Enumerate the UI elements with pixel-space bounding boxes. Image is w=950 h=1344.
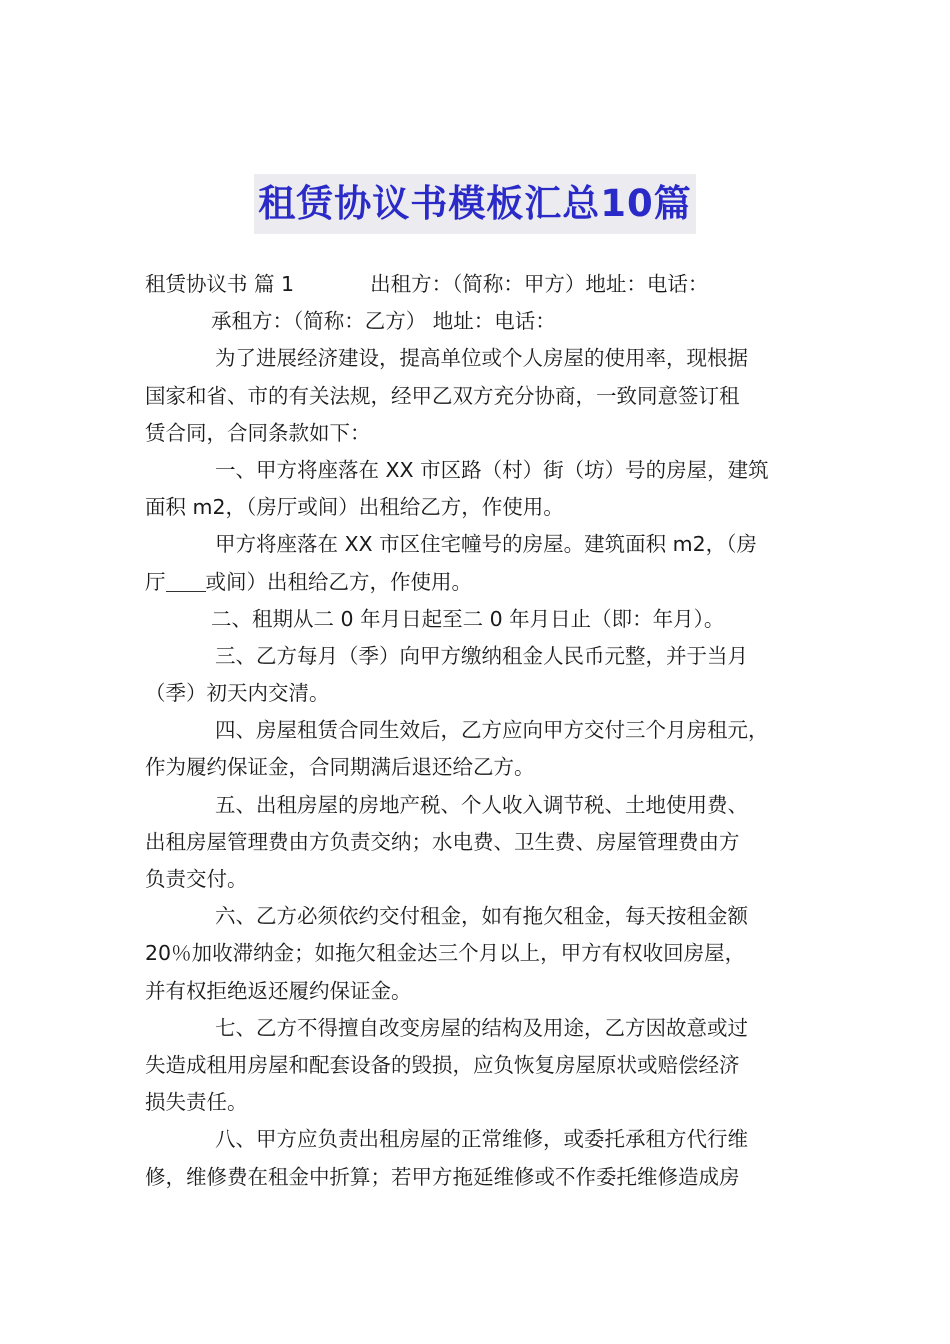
paragraph-line: （季）初天内交清。 — [145, 681, 330, 706]
header-line — [145, 266, 817, 303]
line-prefix: 厅 — [145, 569, 166, 594]
paragraph-line: 20％加收滞纳金；如拖欠租金达三个月以上，甲方有权收回房屋， — [145, 941, 746, 966]
paragraph-line: 负责交付。 — [145, 867, 248, 891]
line-rest: 或间）出租给乙方，作使用。 — [205, 569, 472, 594]
document-body — [145, 266, 817, 1196]
paragraph-line: 损失责任。 — [145, 1090, 248, 1115]
paragraph-line — [145, 564, 817, 601]
paragraph-line: 五、出租房屋的房地产税、个人收入调节税、土地使用费、 — [215, 792, 748, 817]
paragraph-line: 并有权拒绝返还履约保证金。 — [145, 978, 412, 1003]
document-title — [0, 174, 950, 239]
paragraph-line: 失造成租用房屋和配套设备的毁损，应负恢复房屋原状或赔偿经济 — [145, 1052, 740, 1077]
paragraph-line: 面积 m2，（房厅或间）出租给乙方，作使用。 — [145, 495, 564, 520]
paragraph-line: 承租方：（简称：乙方） 地址：电话： — [211, 309, 556, 334]
paragraph-line: 八、甲方应负责出租房屋的正常维修，或委托承租方代行维 — [215, 1127, 748, 1152]
paragraph-line: 二、租期从二 0 年月日起至二 0 年月日止（即：年月）。 — [211, 606, 725, 631]
paragraph-line: 为了进展经济建设，提高单位或个人房屋的使用率，现根据 — [215, 346, 748, 371]
paragraph-line: 赁合同，合同条款如下： — [145, 420, 371, 445]
paragraph-line: 修，维修费在租金中折算；若甲方拖延维修或不作委托维修造成房 — [145, 1164, 740, 1189]
title-text: 租赁协议书模板汇总10篇 — [254, 174, 696, 234]
paragraph-line: 出租房屋管理费由方负责交纳；水电费、卫生费、房屋管理费由方 — [145, 829, 740, 854]
paragraph-line: 一、甲方将座落在 XX 市区路（村）街（坊）号的房屋，建筑 — [215, 457, 769, 482]
paragraph-line: 四、房屋租赁合同生效后，乙方应向甲方交付三个月房租元， — [215, 718, 769, 743]
paragraph-line: 三、乙方每月（季）向甲方缴纳租金人民币元整，并于当月 — [215, 643, 748, 668]
fill-blank — [166, 570, 206, 592]
paragraph-line: 甲方将座落在 XX 市区住宅幢号的房屋。建筑面积 m2，（房 — [215, 532, 757, 557]
paragraph-line: 六、乙方必须依约交付租金，如有拖欠租金，每天按租金额 — [215, 904, 748, 929]
paragraph-line: 七、乙方不得擅自改变房屋的结构及用途，乙方因故意或过 — [215, 1015, 748, 1040]
paragraph-line: 作为履约保证金，合同期满后退还给乙方。 — [145, 755, 535, 780]
paragraph-line: 国家和省、市的有关法规，经甲乙双方充分协商，一致同意签订租 — [145, 383, 740, 408]
lessor-line: 出租方：（简称：甲方）地址：电话： — [370, 272, 709, 296]
section-heading: 租赁协议书 篇 1 — [145, 272, 295, 296]
